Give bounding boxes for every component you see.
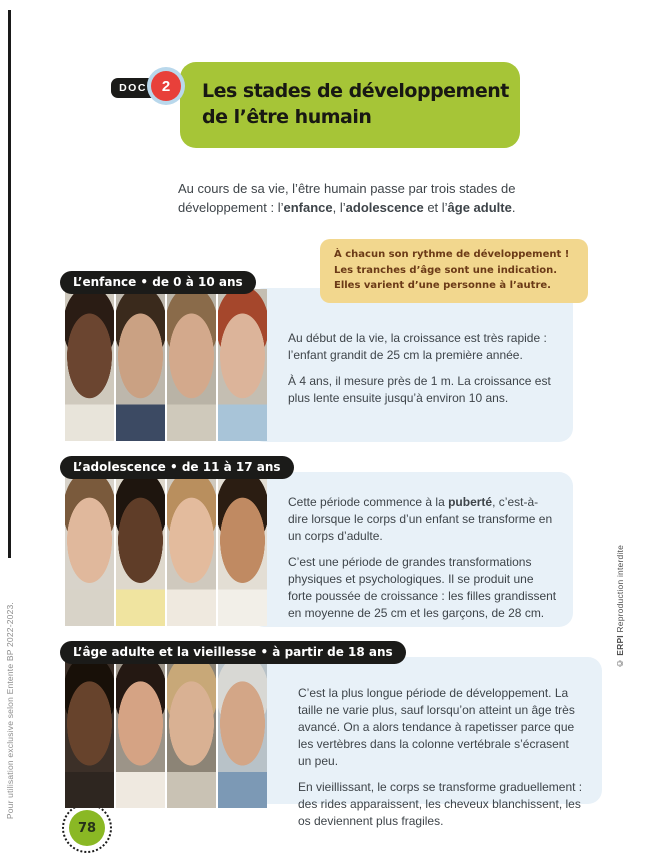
photo-child-1 — [65, 289, 114, 441]
note-line-2: Les tranches d’âge sont une indication. — [334, 264, 558, 276]
paragraph: C’est la plus longue période de développement. La taille ne varie plus, sauf lorsqu’on atteint un âge très avancé. On a alors tendance à rapetisser parce que les vertèbres dans la colonne vertébrale s’écrasent un peu. — [298, 686, 575, 769]
photo-adult-2 — [116, 657, 165, 808]
section-adolescence-photo-strip — [65, 473, 267, 626]
paragraph: À 4 ans, il mesure près de 1 m. La croissance est plus lente ensuite jusqu’à environ 10 ans. — [288, 374, 551, 406]
photo-child-3 — [167, 289, 216, 441]
handwritten-note — [320, 239, 588, 303]
page-number: 78 — [69, 810, 105, 846]
left-margin-notice: Pour utilisation exclusive selon Entente BP 2022-2023. — [5, 601, 15, 819]
intro-paragraph: Au cours de sa vie, l’être humain passe par trois stades de développement : l’enfance, l’adolescence et l’âge adulte. — [178, 181, 516, 216]
photo-teen-4 — [218, 473, 267, 626]
title-banner — [180, 62, 520, 148]
section-enfance-textbox — [250, 288, 573, 442]
section-adolescence-textbox — [250, 472, 573, 627]
page-title-line-1: Les stades de développement — [202, 80, 509, 103]
paragraph: En vieillissant, le corps se transforme graduellement : des rides apparaissent, les cheveux blanchissent, les os deviennent plus fragiles. — [298, 780, 583, 829]
paragraph: C’est une période de grandes transformations physiques et psychologiques. Il se produit une forte poussée de croissance : les filles grandissent en moyenne de 25 cm et les garçons, de 28 cm. — [288, 555, 557, 621]
paragraph: Au début de la vie, la croissance est très rapide : l’enfant grandit de 25 cm la première année. — [288, 331, 547, 363]
photo-adult-3 — [167, 657, 216, 808]
photo-child-4 — [218, 289, 267, 441]
doc-number-badge — [151, 71, 181, 101]
photo-teen-2 — [116, 473, 165, 626]
section-adolescence-label: L’adolescence • de 11 à 17 ans — [60, 456, 294, 479]
note-line-3: Elles varient d’une personne à l’autre. — [334, 280, 551, 291]
right-margin-copyright: © ERPI Reproduction interdite — [615, 545, 625, 669]
photo-teen-1 — [65, 473, 114, 626]
left-edge-bar — [8, 10, 11, 558]
section-enfance-photo-strip — [65, 289, 267, 441]
photo-adult-1 — [65, 657, 114, 808]
page-number-ring — [62, 803, 112, 853]
page-title-line-2: de l’être humain — [202, 106, 372, 128]
section-age-adulte-photo-strip — [65, 657, 267, 808]
paragraph: Cette période commence à la puberté, c’est-à-dire lorsque le corps d’un enfant se transforme en un corps d’adulte. — [288, 495, 553, 544]
doc-number: 2 — [161, 77, 171, 95]
doc-badge-label: DOC — [119, 82, 147, 94]
section-enfance-label: L’enfance • de 0 à 10 ans — [60, 271, 256, 294]
photo-adult-4 — [218, 657, 267, 808]
photo-child-2 — [116, 289, 165, 441]
note-line-1: À chacun son rythme de développement ! — [334, 249, 570, 260]
section-age-adulte-textbox — [240, 657, 602, 829]
photo-teen-3 — [167, 473, 216, 626]
section-age-adulte-label: L’âge adulte et la vieillesse • à partir de 18 ans — [60, 641, 406, 664]
